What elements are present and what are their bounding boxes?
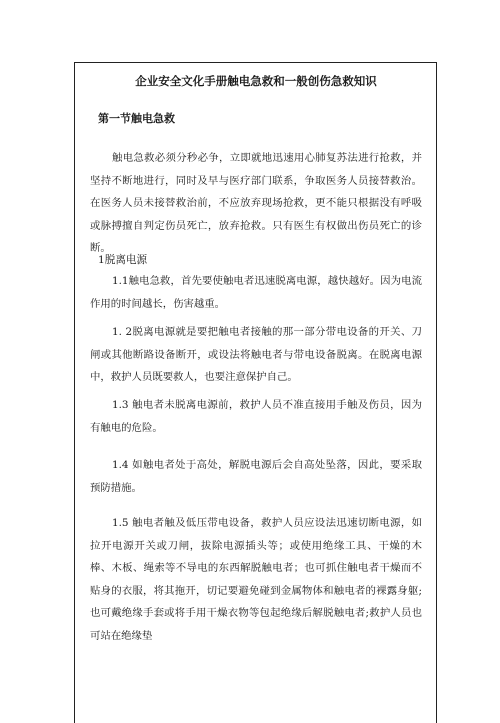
section-title: 第一节触电急救 <box>98 112 175 125</box>
document-title: 企业安全文化手册触电急救和一般创伤急救知识 <box>135 74 377 88</box>
item-1-3: 1.3 触电者未脱离电源前，救护人员不准直接用手触及伤员，因为有触电的危险。 <box>90 399 422 434</box>
item-1-5: 1.5 触电者触及低压带电设备，救护人员应设法迅速切断电源，如拉开电源开关或刀闸，拔除电源插头等；或使用绝缘工具、干燥的木棒、木板、绳索等不导电的东西解脱触电者；也可抓住触电者干燥而不贴身的衣服，将其拖开，切记要避免碰到金属物体和触电者的裸露身躯;也可戴绝缘手套或将手用干燥衣物等包起绝缘后解脱触电者;救护人员也可站在绝缘垫 <box>90 517 422 642</box>
item-1-2: 1. 2脱离电源就是要把触电者接触的那一部分带电设备的开关、刀闸或其他断路设备断开，或设法将触电者与带电设备脱离。在脱离电源中，救护人员既要救人，也要注意保护自己。 <box>90 326 422 383</box>
item-1-4: 1.4 如触电者处于高处，解脱电源后会自高处坠落，因此，要采取预防措施。 <box>90 459 422 494</box>
subsection-title: 1脱离电源 <box>98 254 148 266</box>
item-1-1: 1.1触电急救，首先要使触电者迅速脱离电源，越快越好。因为电流作用的时间越长，伤害越重。 <box>90 275 422 310</box>
intro-paragraph: 触电急救必须分秒必争，立即就地迅速用心肺复苏法进行抢救，并坚持不断地进行，同时及早与医疗部门联系，争取医务人员接替救治。在医务人员未接替救治前，不应放弃现场抢救，更不能只根据没有呼吸或脉搏擅自判定伤员死亡，放弃抢救。只有医生有权做出伤员死亡的诊断。 <box>90 152 422 254</box>
